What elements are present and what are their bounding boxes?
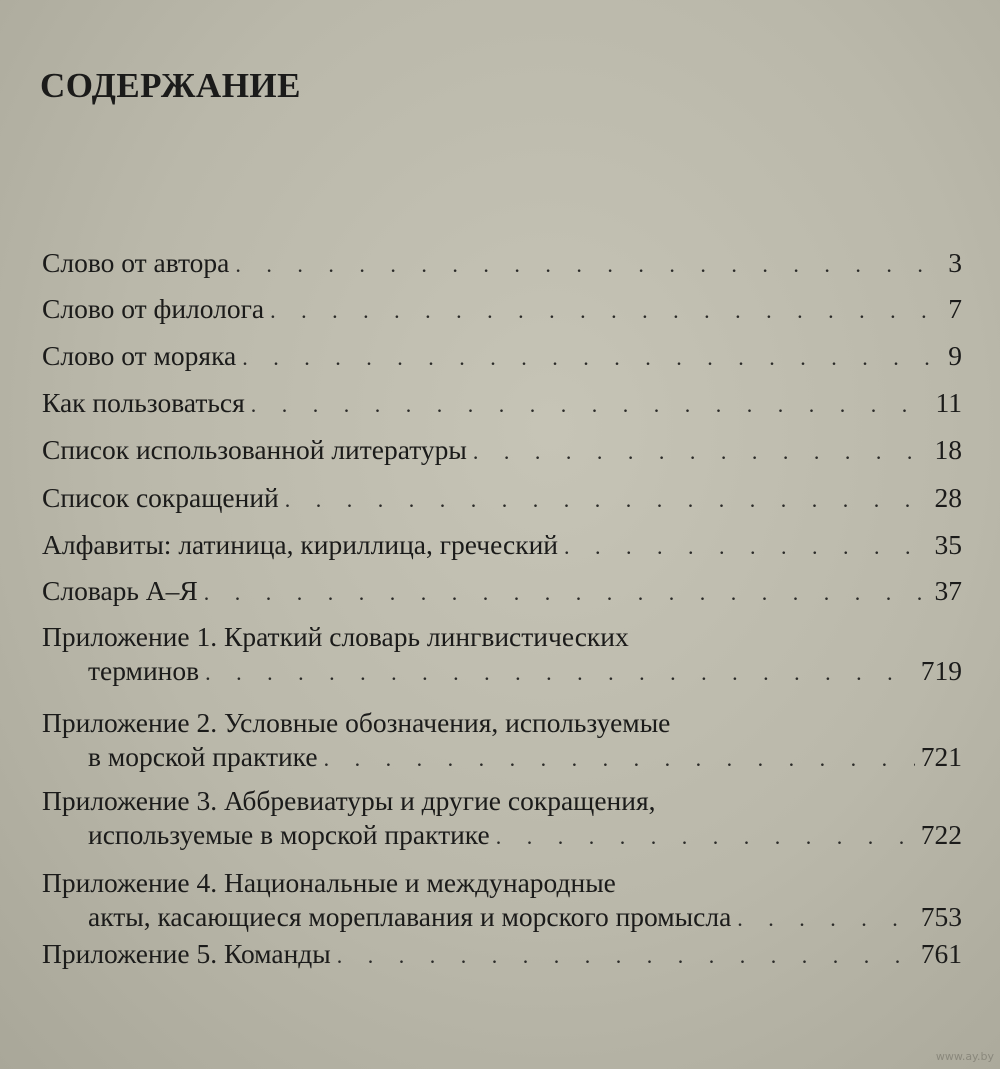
page-number: 35 bbox=[934, 529, 962, 560]
dot-leader bbox=[324, 742, 915, 776]
entry-title: Список сокращений bbox=[42, 482, 279, 513]
dot-leader bbox=[242, 341, 942, 375]
entry-title: Приложение 2. Условные обозначения, используемые bbox=[42, 707, 671, 738]
entry-title: Словарь А–Я bbox=[42, 575, 198, 606]
page-number: 37 bbox=[934, 575, 962, 606]
toc-entry bbox=[42, 706, 962, 776]
toc-entry bbox=[42, 784, 962, 854]
dot-leader bbox=[496, 820, 915, 854]
dot-leader bbox=[337, 939, 915, 973]
entry-title-continued: терминов bbox=[88, 655, 200, 686]
dot-leader bbox=[285, 483, 929, 517]
entry-title: Слово от филолога bbox=[42, 293, 265, 324]
dot-leader bbox=[737, 902, 914, 936]
entry-title-continued: акты, касающиеся мореплавания и морского промысла bbox=[88, 901, 732, 932]
entry-title-continued: в морской практике bbox=[88, 741, 318, 772]
dot-leader bbox=[270, 294, 942, 328]
dot-leader bbox=[204, 576, 929, 610]
toc-entry bbox=[42, 937, 962, 973]
dot-leader bbox=[205, 656, 915, 690]
page-number: 719 bbox=[920, 655, 962, 686]
page-number: 721 bbox=[920, 741, 962, 772]
page-number: 722 bbox=[920, 819, 962, 850]
entry-title: Приложение 4. Национальные и международные bbox=[42, 867, 616, 898]
contents-heading: СОДЕРЖАНИЕ bbox=[40, 66, 302, 105]
entry-title: Слово от моряка bbox=[42, 340, 237, 371]
page-number: 18 bbox=[934, 434, 962, 465]
watermark: www.ay.by bbox=[935, 1050, 994, 1063]
toc-entry bbox=[42, 339, 962, 375]
toc-entry bbox=[42, 246, 962, 282]
page-number: 11 bbox=[935, 387, 962, 418]
dot-leader bbox=[251, 388, 930, 422]
page-number: 9 bbox=[948, 340, 962, 371]
entry-title-continued: используемые в морской практике bbox=[88, 819, 490, 850]
toc-entry bbox=[42, 528, 962, 564]
entry-title: Приложение 3. Аббревиатуры и другие сокращения, bbox=[42, 785, 656, 816]
toc-entry bbox=[42, 866, 962, 936]
toc-entry bbox=[42, 292, 962, 328]
dot-leader bbox=[473, 435, 929, 469]
toc-entry bbox=[42, 386, 962, 422]
entry-title: Приложение 5. Команды bbox=[42, 938, 331, 969]
toc-entry bbox=[42, 574, 962, 610]
toc-entry bbox=[42, 481, 962, 517]
dot-leader bbox=[235, 248, 942, 282]
entry-title: Список использованной литературы bbox=[42, 434, 467, 465]
entry-title: Слово от автора bbox=[42, 247, 230, 278]
entry-title: Приложение 1. Краткий словарь лингвистических bbox=[42, 621, 629, 652]
page-number: 753 bbox=[920, 901, 962, 932]
entry-title: Алфавиты: латиница, кириллица, греческий bbox=[42, 529, 559, 560]
entry-title: Как пользоваться bbox=[42, 387, 245, 418]
toc-entry bbox=[42, 433, 962, 469]
page-number: 7 bbox=[948, 293, 962, 324]
page-number: 761 bbox=[920, 938, 962, 969]
page-number: 3 bbox=[948, 247, 962, 278]
page-number: 28 bbox=[934, 482, 962, 513]
toc-entry bbox=[42, 620, 962, 690]
dot-leader bbox=[564, 530, 928, 564]
